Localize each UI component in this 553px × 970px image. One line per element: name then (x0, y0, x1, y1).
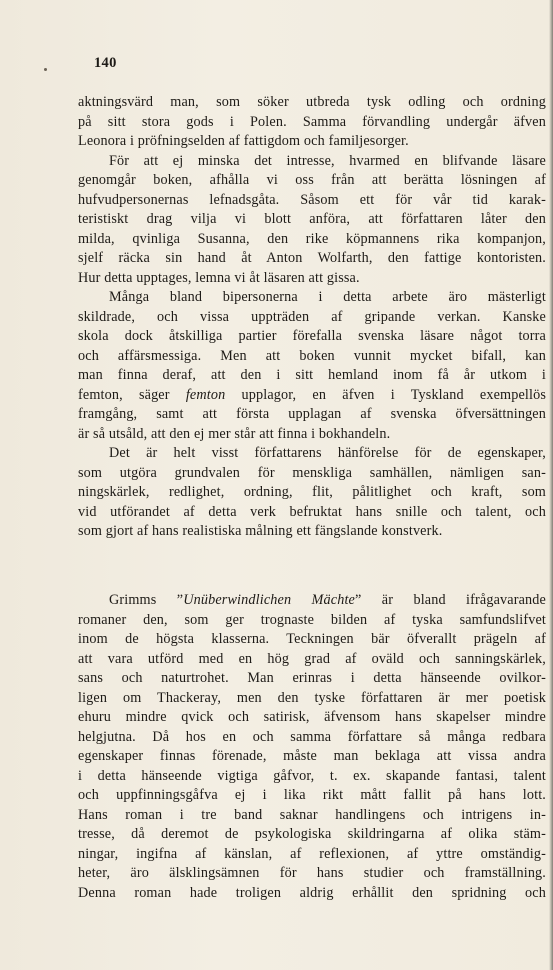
text-segment: ” är bland ifrågavarande (355, 592, 546, 608)
text-line: Det är helt visst författarens hänförelse för de egenskaper, (109, 445, 546, 461)
text-line: romaner den, som ger trognaste bilden af tyska samfundslifvet (78, 611, 546, 628)
italic-text: Unüberwindlichen Mächte (183, 592, 355, 608)
text-line: Denna roman hade troligen aldrig erhållit den spridning och (78, 884, 546, 901)
text-line: ningar, ingifna af känslan, af reflexionen, af yttre omständig- (78, 845, 546, 862)
text-block-2 (78, 591, 546, 903)
text-segment: Grimms ” (109, 592, 184, 608)
text-line: heter, äro älsklingsämnen för hans studier och framställning. (78, 865, 546, 881)
italic-text: femton (185, 386, 226, 403)
text-line: skildrade, och vissa uppträden af gripande verkan. Kanske (78, 308, 546, 325)
text-block-1 (78, 93, 546, 542)
text-line: Hur detta upptages, lemna vi åt läsaren att gissa. (78, 269, 360, 286)
text-line: Leonora i pröfningselden af fattigdom och familjesorger. (78, 133, 409, 149)
page-number: 140 (94, 55, 117, 71)
text-line: som utgöra grundvalen för menskliga samhällen, nämligen san- (78, 464, 546, 481)
text-line: inom de högsta klasserna. Teckningen bär öfverallt prägeln af (78, 631, 546, 647)
text-line: som gjort af hans realistiska målning ett fängslande konstverk. (78, 523, 443, 539)
text-line: och uppfinningsgåfva ej i lika rikt mått fallit på hans lott. (78, 787, 546, 803)
text-line: aktningsvärd man, som söker utbreda tysk odling och ordning (78, 94, 546, 110)
text-line: och affärsmessiga. Men att boken vunnit mycket bifall, kan (78, 347, 546, 364)
text-line: att vara utförd med en hög grad af oväld och sanningskärlek, (78, 650, 546, 667)
text-line: ligen om Thackeray, men den tyske författaren är mer poetisk (78, 689, 546, 706)
text-line: i detta hänseende vigtiga gåfvor, t. ex. skapande fantasi, talent (78, 767, 546, 784)
text-line: tresse, då deremot de psykologiska skildringarna af olika stäm- (78, 826, 546, 842)
text-line: teristiskt drag vilja vi blott anföra, att författaren låter den (78, 211, 546, 227)
text-line: framgång, samt att första upplagan af svenska öfversättningen (78, 406, 546, 422)
text-line: Hans roman i tre band saknar handlingens och intrigens in- (78, 806, 546, 823)
text-line: Många bland bipersonerna i detta arbete äro mästerligt (109, 289, 546, 305)
text-line: ehuru mindre qvick och satirisk, äfvensom hans skapelser mindre (78, 709, 546, 725)
text-line: sjelf räcka sin hand åt Anton Wolfarth, den fattige kontoristen. (78, 250, 546, 266)
text-line: vid utförandet af detta verk befruktat hans snille och talent, och (78, 503, 546, 520)
text-line: genomgår boken, afhålla vi oss från att berätta lösningen af (78, 172, 546, 188)
text-line: egenskaper finnas förenade, måste man beklaga att vissa andra (78, 748, 546, 764)
text-line: milda, qvinliga Susanna, den rike köpmannens rika kompanjon, (78, 230, 546, 247)
text-line: på sitt stora gods i Polen. Samma förvandling undergår äfven (78, 113, 546, 130)
page-edge-shadow (549, 0, 553, 970)
text-line: hufvudpersonernas lefnadsgåta. Såsom ett för vår tid karak- (78, 191, 546, 208)
text-line: man finna deraf, att den i sitt hemland inom få år utkom i (78, 367, 546, 383)
text-line: För att ej minska det intresse, hvarmed en blifvande läsare (109, 152, 546, 169)
text-segment: upplagor, en äfven i Tyskland exempellös (225, 386, 546, 403)
text-line: skola dock åtskilliga partier förefalla svenska läsare något torra (78, 328, 546, 344)
text-line: sans och naturtrohet. Man erinras i detta hänseende ovilkor- (78, 670, 546, 686)
text-line: helgjutna. Då hos en och samma författare så många redbara (78, 728, 546, 745)
margin-speck (44, 68, 47, 71)
text-segment: femton, säger (78, 386, 186, 403)
text-line (78, 591, 546, 611)
text-line (78, 386, 546, 406)
text-line: är så utsåld, att den ej mer står att finna i bokhandeln. (78, 425, 391, 442)
text-line: ningskärlek, redlighet, ordning, flit, pålitlighet och kraft, som (78, 484, 546, 500)
